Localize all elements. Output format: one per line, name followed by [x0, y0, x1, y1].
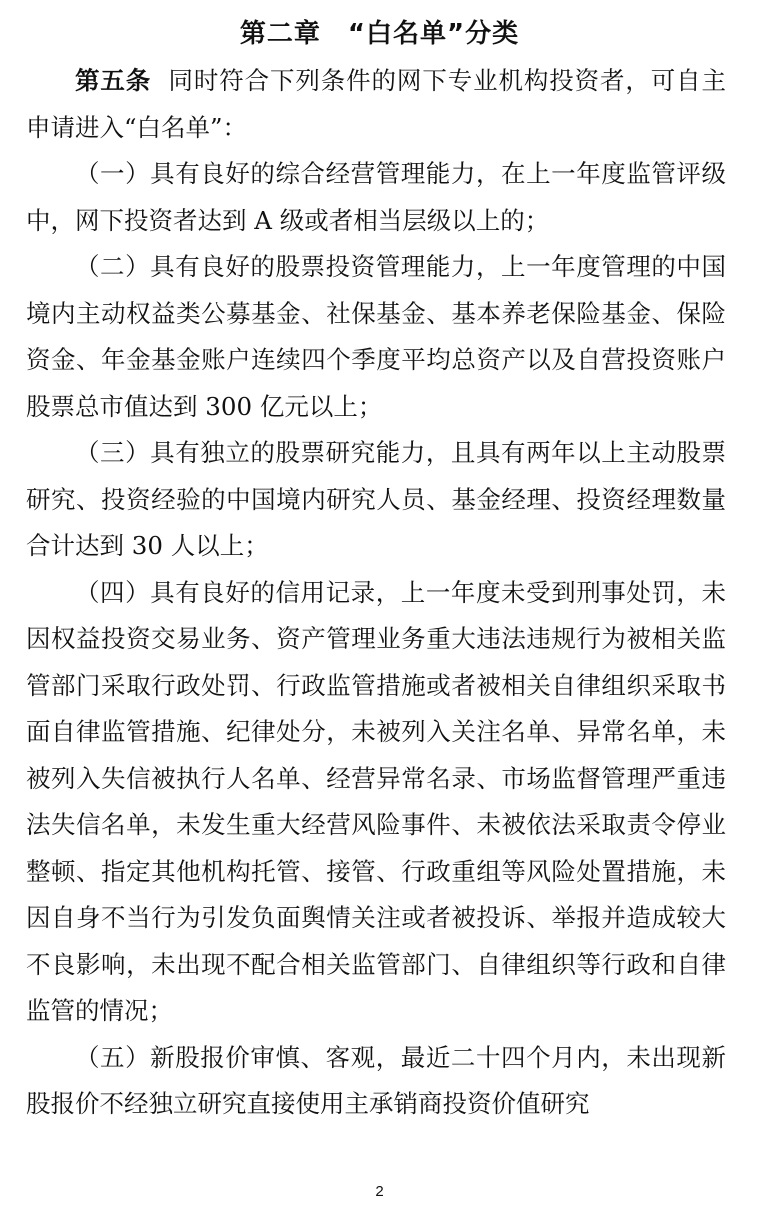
article-intro-gap	[151, 66, 168, 95]
chapter-title: 第二章 “白名单”分类	[239, 19, 520, 49]
condition-paragraph-1: （一）具有良好的综合经营管理能力，在上一年度监管评级中，网下投资者达到 A 级或者相当层级以上的；	[26, 159, 726, 235]
article-intro-paragraph	[26, 58, 726, 151]
article-body	[26, 58, 726, 1128]
condition-paragraph-4: （四）具有良好的信用记录，上一年度未受到刑事处罚，未因权益投资交易业务、资产管理业务重大违法违规行为被相关监管部门采取行政处罚、行政监管措施或者被相关自律组织采取书面自律监管措施、纪律处分，未被列入关注名单、异常名单，未被列入失信被执行人名单、经营异常名录、市场监督管理严重违法失信名单，未发生重大经营风险事件、未被依法采取责令停业整顿、指定其他机构托管、接管、行政重组等风险处置措施，未因自身不当行为引发负面舆情关注或者被投诉、举报并造成较大不良影响，未出现不配合相关监管部门、自律组织等行政和自律监管的情况；	[26, 577, 726, 1025]
condition-paragraph-3: （三）具有独立的股票研究能力，且具有两年以上主动股票研究、投资经验的中国境内研究人员、基金经理、投资经理数量合计达到 30 人以上；	[26, 438, 726, 560]
page-number: 2	[375, 1183, 384, 1200]
article-intro-text: 同时符合下列条件的网下专业机构投资者，可自主申请进入“白名单”：	[26, 66, 727, 142]
article-number: 第五条	[75, 66, 152, 95]
condition-paragraph-5: （五）新股报价审慎、客观，最近二十四个月内，未出现新股报价不经独立研究直接使用主承销商投资价值研究	[26, 1042, 726, 1118]
condition-paragraph-2: （二）具有良好的股票投资管理能力，上一年度管理的中国境内主动权益类公募基金、社保基金、基本养老保险基金、保险资金、年金基金账户连续四个季度平均总资产以及自营投资账户股票总市值达到 300 亿元以上；	[26, 252, 726, 421]
